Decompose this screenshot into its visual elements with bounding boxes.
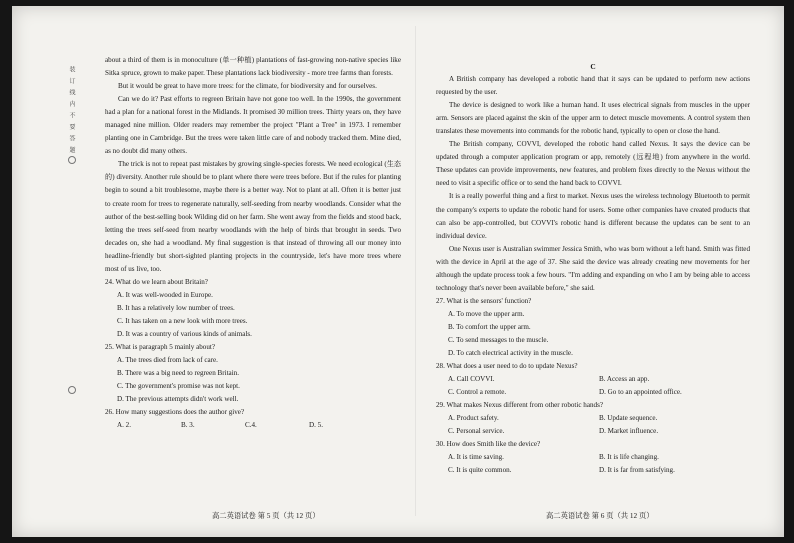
answer-option-grid [436, 412, 750, 438]
answer-option[interactable]: B. There was a big need to regreen Britain. [117, 369, 239, 378]
answer-option[interactable]: A. It was well-wooded in Europe. [117, 290, 213, 299]
answer-option[interactable]: A. To move the upper arm. [448, 309, 525, 318]
answer-option-grid [436, 451, 750, 477]
exam-sheet [12, 6, 784, 537]
answer-option[interactable]: A. 2. [117, 421, 131, 430]
answer-option[interactable]: C. It has taken on a new look with more trees. [117, 316, 248, 325]
page-fold [415, 26, 416, 516]
answer-option[interactable]: A. Call COVVI. [448, 375, 495, 384]
answer-option[interactable]: D. To catch electrical activity in the muscle. [448, 349, 573, 358]
answer-option[interactable]: D. The previous attempts didn't work well. [117, 395, 239, 404]
page-footer: 高二英语试卷 第 6 页（共 12 页） [546, 511, 654, 520]
passage-paragraph: The British company, COVVI, developed the robotic hand called Nexus. It says the device can be updated through a computer application program or app, remotely (远程地) from anywhere in the world. These updates can provide improvements, new features, and problem fixes directly to the Nexus without the need to visit a specific office or to send the hand back to COVVI. [436, 140, 750, 188]
page-footer: 高二英语试卷 第 5 页（共 12 页） [212, 511, 320, 520]
right-page-column [436, 60, 750, 478]
question-stem: 29. What makes Nexus different from other robotic hands? [436, 401, 603, 410]
answer-option[interactable]: A. Product safety. [448, 414, 499, 423]
answer-option[interactable]: C. To send messages to the muscle. [448, 335, 549, 344]
answer-option[interactable]: D. 5. [309, 421, 323, 430]
passage-paragraph: The trick is not to repeat past mistakes by growing single-species forests. We need ecological (生态的) diversity. Another rule should be to plant where there were trees before. But if the rules for planting begin to sound a bit troublesome, maybe there is a better way. Not to plant at all. Often it is better just to create room for trees to regenerate naturally, self-seeding from nearby woodlands. Consider what the author of the best-selling book Wilding did on her farm. She went away from the fields and stood back, letting the trees self-seed from nearby woodlands with the help of birds that brought in seeds. Two decades on, she had a woodland. My final suggestion is that instead of throwing all our money into headline-friendly but short-sighted planting projects in the countryside, let's have more trees where most of us live, too. [105, 160, 401, 273]
left-page-column [105, 54, 401, 432]
binding-hole [68, 156, 76, 164]
answer-option-row [105, 419, 401, 432]
answer-option[interactable]: D. Go to an appointed office. [599, 388, 682, 397]
answer-option[interactable]: B. 3. [181, 421, 195, 430]
answer-option[interactable]: C. Control a remote. [448, 388, 507, 397]
answer-option[interactable]: C. The government's promise was not kept. [117, 382, 240, 391]
answer-option[interactable]: B. It is life changing. [599, 453, 659, 462]
binding-strip: 装 订 线 内 不 要 答 题 [68, 66, 74, 155]
question-stem: 30. How does Smith like the device? [436, 440, 541, 449]
answer-option[interactable]: B. It has a relatively low number of trees. [117, 303, 235, 312]
passage-paragraph: But it would be great to have more trees: for the climate, for biodiversity and for ourselves. [118, 82, 377, 91]
question-stem: 28. What does a user need to do to update Nexus? [436, 362, 578, 371]
passage-paragraph: One Nexus user is Australian swimmer Jessica Smith, who was born without a left hand. Smith was fitted with the device in April at the age of 37. She said the device was already creating new movements for her although the update process took a few hours. "I'm adding and expanding on who I am by being able to access technology that's never been available before," she said. [436, 244, 750, 292]
answer-option[interactable]: C. It is quite common. [448, 466, 512, 475]
answer-option[interactable]: C.4. [245, 421, 257, 430]
answer-option[interactable]: A. The trees died from lack of care. [117, 356, 218, 365]
answer-option[interactable]: B. To comfort the upper arm. [448, 322, 531, 331]
binding-hole [68, 386, 76, 394]
question-stem: 27. What is the sensors' function? [436, 296, 532, 305]
passage-paragraph: The device is designed to work like a human hand. It uses electrical signals from muscles in the upper arm. Sensors are placed against the skin of the upper arm to detect muscle movements. A control system then translates these movements into commands for the robotic hand, typically to open or close the hand. [436, 101, 750, 136]
answer-option[interactable]: D. Market influence. [599, 427, 659, 436]
question-stem: 26. How many suggestions does the author give? [105, 408, 245, 417]
question-stem: 25. What is paragraph 5 mainly about? [105, 343, 215, 352]
passage-paragraph: A British company has developed a robotic hand that it says can be updated to perform new actions requested by the user. [436, 75, 750, 97]
answer-option-grid [436, 373, 750, 399]
answer-option[interactable]: B. Access an app. [599, 375, 650, 384]
passage-paragraph: It is a really powerful thing and a first to market. Nexus uses the wireless technology Bluetooth to permit the company's experts to update the robotic hand for users. Some other companies have created products that can also be app-controlled, but COVVI's robotic hand is different because the updates can be sent to an individual device. [436, 192, 750, 240]
passage-paragraph: about a third of them is in monoculture (单一种植) plantations of fast-growing non-native species like Sitka spruce, grown to make paper. These plantations lack biodiversity - more tree farms than forests. [105, 56, 401, 78]
answer-option[interactable]: C. Personal service. [448, 427, 505, 436]
section-heading: C [590, 62, 596, 71]
question-stem: 24. What do we learn about Britain? [105, 277, 208, 286]
answer-option[interactable]: B. Update sequence. [599, 414, 658, 423]
passage-paragraph: Can we do it? Past efforts to regreen Britain have not gone too well. In the 1990s, the government had a plan for a national forest in the Midlands. It promised 30 million trees. Thirty years on, they have managed nine million. Older readers may remember the project "Plant a Tree" in 1973. I remember planting one in Cambridge. But the trees were taken little care of and nobody tracked them. Mine died, as no doubt did many others. [105, 95, 401, 156]
answer-option[interactable]: D. It was a country of various kinds of animals. [117, 329, 252, 338]
answer-option[interactable]: D. It is far from satisfying. [599, 466, 675, 475]
answer-option[interactable]: A. It is time saving. [448, 453, 504, 462]
